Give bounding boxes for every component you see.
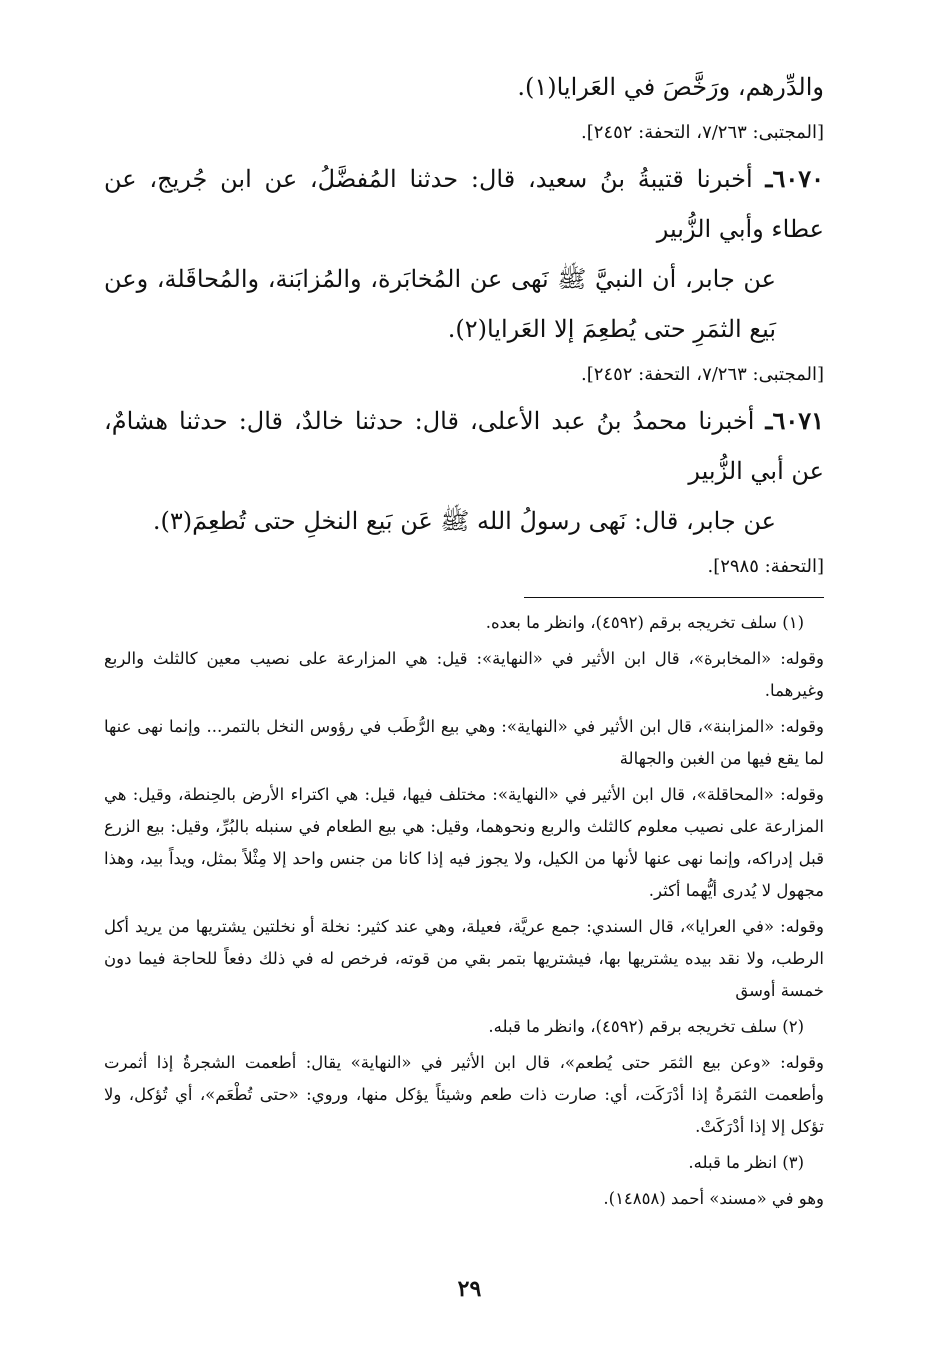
footnote-1-para-2: وقوله: «المزابنة»، قال ابن الأثير في «النهاية»: وهي بيع الرُّطَب في رؤوس النخل بالتمر... وإنما نهى عنها لما يقع فيها من الغبن والجهالة: [104, 717, 824, 768]
footnotes: [104, 607, 824, 1219]
footnote-2-head: (٢) سلف تخريجه برقم (٤٥٩٢)، وانظر ما قبله.: [488, 1017, 804, 1036]
footnote-1-para-3: وقوله: «المحاقلة»، قال ابن الأثير في «النهاية»: مختلف فيها، قيل: هي اكتراء الأرض بالحِنطة، وقيل: هي المزارعة على نصيب معلوم كالثلث والربع ونحوهما، وقيل: هي بيع الطعام في سنبله بالبُرِّ، وقيل: بيع الزرع قبل إدراكه، وإنما نهى عنها لأنها من الكيل، ولا يجوز فيه إذا كانا من جنس واحد إلا مِثْلاً بمثل، ويداً بيد، وهذا مجهول لا يُدرى أيُّهما أكثر.: [104, 785, 824, 900]
reference-3: [التحفة: ٢٩٨٥].: [707, 556, 824, 577]
text-line-1: والدِّرهم، ورَخَّصَ في العَرايا(١).: [517, 73, 824, 101]
footnote-3-head: (٣) انظر ما قبله.: [688, 1153, 804, 1172]
hadith-number-6071: ٦٠٧١ـ: [765, 406, 825, 435]
hadith-6070-isnad-text: أخبرنا قتيبةُ بنُ سعيد، قال: حدثنا المُفضَّلُ، عن ابن جُريج، عن عطاء وأبي الزُّبير: [104, 165, 824, 243]
hadith-number-6070: ٦٠٧٠ـ: [765, 164, 824, 193]
footnote-2-para-1: وقوله: «وعن بيع الثمَر حتى يُطعم»، قال ابن الأثير في «النهاية» يقال: أطعمت الشجرةُ إذا أثمرت وأطعمت الثمَرةُ إذا أدْرَكَت، أي: صارت ذات طعم وشيئاً يؤكل منها، وروي: «حتى تُطْعَم»، أي تُؤكل، ولا تؤكل إلا إذا أدْرَكَتْ.: [104, 1053, 824, 1136]
page-body: [104, 62, 825, 1208]
footnote-1-head: (١) سلف تخريجه برقم (٤٥٩٢)، وانظر ما بعده.: [485, 613, 804, 632]
hadith-6071-matn: عن جابر، قال: نَهى رسولُ الله ﷺ عَن بَيع النخلِ حتى تُطعِمَ(٣).: [152, 507, 776, 535]
hadith-6071-isnad-text: أخبرنا محمدُ بنُ عبد الأعلى، قال: حدثنا خالدٌ، قال: حدثنا هشامٌ، عن أبي الزُّبير: [104, 407, 824, 485]
hadith-6070-matn: عن جابر، أن النبيَّ ﷺ نَهى عن المُخابَرة، والمُزابَنة، والمُحاقَلة، وعن بَيع الثمَرِ حتى يُطعِمَ إلا العَرايا(٢).: [104, 265, 776, 343]
hadith-6071-isnad: [104, 396, 824, 496]
hadith-6070-isnad: [104, 154, 824, 254]
footnote-3-para-1: وهو في «مسند» أحمد (١٤٨٥٨).: [603, 1189, 824, 1208]
footnote-divider: [524, 597, 824, 598]
reference-2: [المجتبى: ٧/٢٦٣، التحفة: ٢٤٥٢].: [581, 364, 824, 385]
footnote-1-para-4: وقوله: «في العرايا»، قال السندي: جمع عريَّة، فعيلة، وهي عند كثير: نخلة أو نخلتين يشتريها من يريد أكل الرطب، ولا نقد بيده يشتريها بها، فيشتريها بتمر بقي من قوته، فرخص له في ذلك دفعاً للحاجة فيما دون خمسة أوسق: [104, 917, 824, 1000]
page-number: ٢٩: [457, 1276, 482, 1302]
reference-1: [المجتبى: ٧/٢٦٣، التحفة: ٢٤٥٢].: [581, 122, 824, 143]
footnote-1-para-1: وقوله: «المخابرة»، قال ابن الأثير في «النهاية»: قيل: هي المزارعة على نصيب معين كالثلث والربع وغيرهما.: [104, 649, 824, 700]
